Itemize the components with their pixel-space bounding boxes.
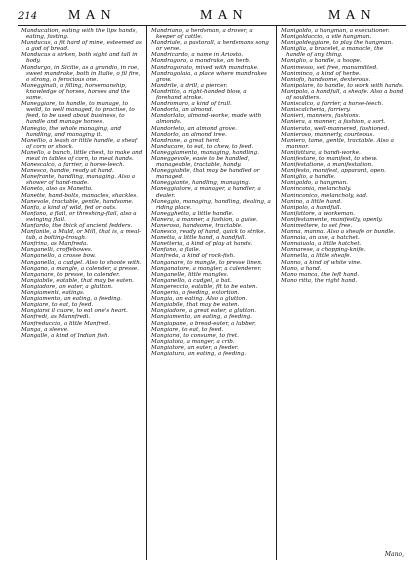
- dictionary-entry: Mangiatura, an eating, a feeding.: [151, 350, 247, 357]
- dictionary-entry: Mangiadore, an eater, a glutton.: [21, 283, 113, 290]
- dictionary-entry: Manellio, a leash or little handle, a sheaf of corn or shock.: [21, 137, 137, 150]
- dictionary-entry: Manigoldaccio, a vile hangman.: [281, 34, 372, 41]
- dictionary-entry: Mandurgo, in Sicilie, as a grandio, in roe, sweet mandrake, both in Italie, o fil fire, o strong, o ferocious one.: [21, 64, 141, 83]
- dictionary-entry: Mandricardo, a name in Ariosto.: [151, 52, 244, 59]
- dictionary-entry: Manna, manna. Also a sheafe or bundle.: [281, 229, 396, 236]
- dictionary-entry: Manganare, to mangle, to presse linen.: [151, 259, 263, 266]
- dictionary-entry: Manganelle, little mangles.: [151, 271, 229, 278]
- dictionary-entry: Manducare, to eat, to chew, to feed.: [151, 143, 254, 150]
- dictionary-entry: Mandromaro, a kind of trull.: [151, 101, 232, 108]
- dictionary-entry: Manifattore, a workeman.: [281, 210, 355, 217]
- dictionary-entry: Maninconico, melancholy, sad.: [281, 192, 368, 199]
- dictionary-entry: Maneggiatore, a manager, a handler, a dealer.: [151, 186, 261, 199]
- dictionary-entry: Mangiare, to eat, to feed.: [21, 302, 94, 309]
- dictionary-entry: Manducation, eating with the lips hands, eating, fasting.: [21, 28, 138, 41]
- dictionary-page: [18, 8, 406, 560]
- dictionary-entry: Manducus a sirken, both sight and tall in body.: [21, 52, 138, 65]
- dictionary-entry: Mandrile, a drill, a piercer.: [151, 82, 228, 89]
- dictionary-entry: Manino, a little hand.: [281, 198, 342, 205]
- column-divider-2: [276, 26, 277, 560]
- dictionary-entry: Maneggevole, easie to be handled, manageable, tractable, handy.: [151, 155, 250, 169]
- dictionary-entry: Maneggiare, to handle, to manage, to weild, to well managed, to practise, to feed, to be used about business, to handle and manage horses.: [21, 101, 135, 126]
- dictionary-entry: Maneggiamento, managing, handling.: [151, 149, 259, 156]
- dictionary-entry: Manieroso, mannerly, courteous.: [281, 131, 375, 138]
- dictionary-entry: Mandrone, a great herd.: [151, 137, 221, 144]
- dictionary-entry: Mannaia, an axe, a hatchet.: [281, 235, 360, 242]
- dictionary-entry: Maniera, a manner, a fashion, a sort.: [281, 119, 386, 126]
- column-right: [281, 28, 404, 284]
- dictionary-entry: Mangiamento, an eating, a feeding.: [21, 296, 123, 303]
- column-divider-1: [146, 26, 147, 560]
- dictionary-entry: Mandriano, a herdsman, a drover, a keeper of cattle.: [151, 28, 253, 41]
- dictionary-entry: Manifestatione, a manifestation.: [281, 162, 373, 169]
- dictionary-entry: Manfanile, a Muld, or Mill, that is, a meal-tub, a bolting-trough.: [21, 229, 142, 242]
- dictionary-entry: Mangiarsi, to consume, to fret.: [151, 332, 239, 339]
- dictionary-entry: Mandriale, a pastorall, a herdsmans song or verse.: [151, 40, 269, 53]
- dictionary-entry: Mano manca, the left hand.: [281, 271, 360, 278]
- dictionary-entry: Manigoldeggiare, to play the hangman.: [281, 40, 394, 47]
- dictionary-entry: Manetteria, a kind of play at hands.: [151, 241, 253, 248]
- dictionary-entry: Mandragolaia, a place where mandrakes grow.: [151, 70, 267, 83]
- running-head-center: MAN: [200, 8, 248, 23]
- dictionary-entry: Maniminco, a kind of herbe.: [281, 70, 361, 77]
- dictionary-entry: Manganare, to presse, to calender.: [21, 271, 120, 278]
- dictionary-entry: Manifestare, to manifest, to shew.: [281, 155, 378, 162]
- dictionary-entry: Manegghetto, a little handle.: [151, 210, 234, 217]
- dictionary-entry: Mangiamento, an eating, a feeding.: [151, 314, 253, 321]
- dictionary-entry: Manifattura, a handi-worke.: [281, 149, 361, 156]
- dictionary-entry: Manimettere, to set free.: [281, 223, 353, 229]
- dictionary-entry: Mandorlo, an almond tree.: [151, 131, 227, 138]
- column-middle: [151, 28, 273, 357]
- dictionary-entry: Mangiadore, a great eater, a glutton.: [151, 308, 257, 315]
- dictionary-entry: Maneggiabile, that may be handled or managed.: [151, 168, 260, 181]
- dictionary-entry: Mandorlato, almond-worke, made with almonds.: [151, 113, 262, 126]
- catchword: Mano,: [384, 551, 404, 558]
- dictionary-entry: Manganello, a cudgel, a bat.: [151, 277, 232, 284]
- dictionary-entry: Maninconia, melancholy.: [281, 186, 352, 193]
- dictionary-entry: Manimesso, set free, manumitted.: [281, 64, 378, 71]
- dictionary-entry: Manfreda, a kind of rock-fish.: [151, 253, 235, 260]
- dictionary-entry: Mangiapane, a bread-eater, a lubber.: [151, 320, 256, 327]
- dictionary-entry: Maniglia, a bracelet, a manacle, the handle of any thing.: [281, 46, 384, 59]
- dictionary-entry: Manigoldo, a hangman, a executioner.: [281, 28, 390, 34]
- dictionary-entry: Manifesto, manifest, apparant, open.: [281, 168, 386, 175]
- dictionary-entry: Manette, hand-bolts, manacles, shackles.: [21, 192, 139, 199]
- dictionary-entry: Maniofo, handsome, dexterous.: [281, 76, 371, 83]
- dictionary-entry: Maneggio, managing, handling, dealing, a riding place.: [151, 198, 271, 211]
- dictionary-entry: Mandritto, a right-handed blow, a forehand stroke.: [151, 88, 247, 102]
- dictionary-entry: Manganello, a crosse bow.: [21, 253, 96, 260]
- dictionary-entry: Manesco, ready of hand, quick to strike.: [151, 229, 266, 236]
- dictionary-entry: Mangano, a mangle, a calender, a presse.: [21, 265, 139, 272]
- running-head-right: MAN: [328, 8, 376, 23]
- dictionary-entry: Mangalle, a kind of Indian fish.: [21, 332, 110, 339]
- dictionary-entry: Mannaiuola, a little hatchet.: [281, 241, 362, 248]
- dictionary-entry: Mangiarsi il cuore, to eat one's heart.: [21, 308, 128, 315]
- dictionary-entry: Maniscalcheria, farriery.: [281, 107, 351, 114]
- dictionary-entry: Manello, a bunch, little chest, to make and meat in tables of corn, to meat hands.: [21, 149, 143, 162]
- running-head-left: MAN: [68, 8, 116, 23]
- dictionary-entry: Mandorleto, an almond grove.: [151, 125, 237, 132]
- dictionary-entry: Manipolare, to handle, to work with hands.: [281, 82, 404, 89]
- dictionary-entry: Manegio, the whole managing, and handling, and managing it.: [21, 125, 122, 138]
- dictionary-entry: Manfrina, as Manfreda.: [21, 241, 89, 248]
- dictionary-entry: Manipolo, a handfull.: [281, 204, 342, 211]
- dictionary-entry: Manfano, a flail, or threshing-flail, also a swinging flail.: [21, 210, 137, 223]
- dictionary-entry: Mangiatoia, a manger, a crib.: [151, 338, 235, 345]
- dictionary-entry: Manfa, a kind of wild, fed or oats.: [21, 204, 117, 211]
- dictionary-entry: Manfredi, as Mannfredi.: [21, 314, 91, 321]
- dictionary-entry: Manieri, manners, fashions.: [281, 113, 361, 120]
- dictionary-entry: Mangiamenti, eatings.: [21, 290, 85, 297]
- dictionary-entry: Mangereccio, eatable, fit to be eaten.: [151, 283, 258, 290]
- dictionary-entry: Manierato, well-mannered, fashioned.: [281, 125, 390, 132]
- dictionary-entry: Manganatore, a mangler, a calenderer.: [151, 265, 262, 272]
- dictionary-entry: Mano ritta, the right hand.: [281, 277, 358, 284]
- dictionary-entry: Maneto, also as Manetto.: [21, 186, 93, 193]
- dictionary-entry: Manfardo, the thick of ancient fedders.: [21, 223, 133, 229]
- dictionary-entry: Manetta, a little hand, a handfull.: [151, 235, 247, 242]
- dictionary-entry: Mangiabile, eatable, that may be eaten.: [21, 277, 134, 284]
- dictionary-entry: Maniglio, a handle.: [281, 174, 336, 181]
- dictionary-entry: Maneggiante, handling, managing.: [151, 180, 251, 187]
- dictionary-entry: Mangiatore, an eater, a feeder.: [151, 344, 239, 351]
- dictionary-entry: Manigoldo, a hangman.: [281, 180, 348, 187]
- dictionary-entry: Manifestamente, manifestly, openly.: [281, 216, 383, 223]
- dictionary-entry: Mandragorato, mixed with mandrake.: [151, 64, 259, 71]
- dictionary-entry: Mangiare, to eat, to feed.: [151, 326, 224, 333]
- dictionary-entry: Mannella, a little sheafe.: [281, 253, 352, 260]
- dictionary-entry: Maniglio, a handle, a hoope.: [281, 58, 362, 65]
- dictionary-entry: Manesco, handie, ready at hand.: [21, 168, 114, 175]
- dictionary-entry: Maneroso, handsome, tractable.: [151, 223, 243, 229]
- header-rule: [18, 25, 406, 26]
- dictionary-entry: Manefrante, handling, managing. Also a shower of hand-made.: [21, 174, 136, 187]
- dictionary-entry: Manfreduccio, a little Manfred.: [21, 320, 111, 327]
- dictionary-entry: Mannarese, a chopping-knife.: [281, 247, 366, 254]
- dictionary-entry: Manegginali, o filling, horsemanship, knowledge of horses, horses and the same.: [21, 82, 130, 102]
- column-left: [21, 28, 143, 339]
- dictionary-entry: Manga, a sleeve.: [21, 326, 69, 333]
- dictionary-entry: Manfano, a flaile.: [151, 247, 201, 254]
- dictionary-entry: Maniscalco, a farrier, a horse-leech.: [281, 101, 383, 108]
- dictionary-entry: Manera, a manner, a fashion, a guise.: [151, 216, 258, 223]
- dictionary-entry: Manescalco, a farrier, a horse-leech.: [21, 162, 125, 169]
- dictionary-entry: Manevole, tractable, gentle, handsome.: [21, 198, 134, 205]
- dictionary-entry: Mangia, an eating. Also a glutton.: [151, 296, 248, 303]
- dictionary-entry: Mangeria, a feeding, extortion.: [151, 290, 240, 297]
- dictionary-entry: Mangiabile, that may be eaten.: [151, 302, 240, 309]
- dictionary-entry: Maniero, tame, gentle, tractable. Also a mannor.: [281, 137, 394, 150]
- dictionary-entry: Manducus, a fit hard of mine, esteemed as a god of bread.: [21, 40, 142, 53]
- dictionary-entry: Manno, a kind of white vine.: [281, 259, 362, 266]
- page-number: 214: [18, 11, 38, 22]
- dictionary-entry: Mano, a hand.: [281, 265, 322, 272]
- dictionary-entry: Mandorla, an almond.: [151, 107, 214, 114]
- dictionary-entry: Manganelli, croffebowes.: [21, 247, 93, 254]
- dictionary-entry: Manipolo, a handfull, a sheafe. Also a band of souldiers.: [281, 88, 404, 102]
- dictionary-entry: Manganella, a cudgel. Also to shoote with.: [21, 259, 142, 266]
- dictionary-entry: Mandragora, a mandrake, an herb.: [151, 58, 251, 65]
